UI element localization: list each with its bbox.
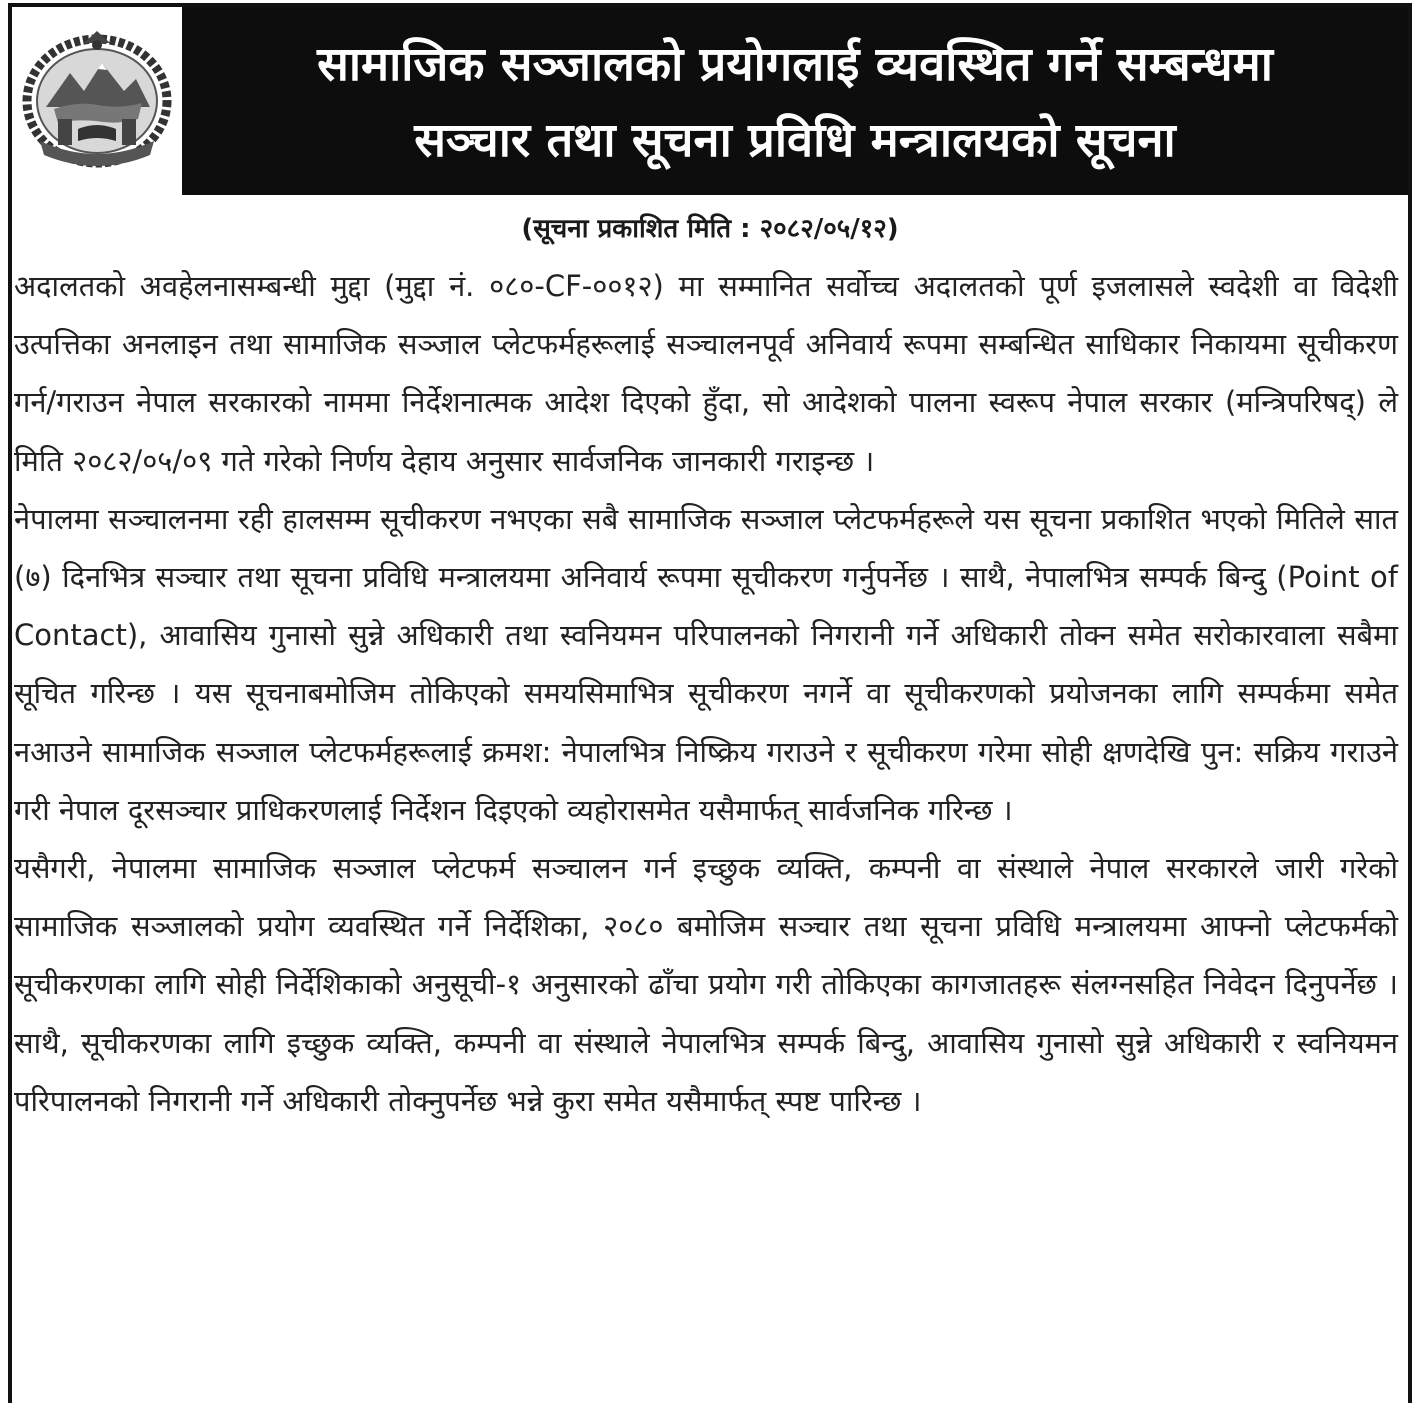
publication-date: (सूचना प्रकाशित मिति : २०८२/०५/१२) [521, 214, 899, 244]
body-paragraph-1: अदालतको अवहेलनासम्बन्धी मुद्दा (मुद्दा नं. ०८०-CF-००१२) मा सम्मानित सर्वोच्च अदालतको पूर्ण इजलासले स्वदेशी वा विदेशी उत्पत्तिका अनलाइन तथा सामाजिक सञ्जाल प्लेटफर्महरूलाई सञ्चालनपूर्व अनिवार्य रूपमा सम्बन्धित साधिकार निकायमा सूचीकरण गर्न/गराउन नेपाल सरकारको नाममा निर्देशनात्मक आदेश दिएको हुँदा, सो आदेशको पालना स्वरूप नेपाल सरकार (मन्त्रिपरिषद्) ले मिति २०८२/०५/०९ गते गरेको निर्णय देहाय अनुसार सार्वजनिक जानकारी गराइन्छ । [14, 269, 1398, 478]
notice-header [12, 7, 1408, 199]
notice-title-line1: सामाजिक सञ्जालको प्रयोगलाई व्यवस्थित गर्ने सम्बन्धमा [317, 37, 1273, 92]
emblem-area [12, 7, 182, 199]
notice-document [8, 3, 1412, 1403]
nepal-government-emblem-icon [18, 29, 176, 171]
notice-title-banner [182, 7, 1408, 195]
body-paragraph-3: यसैगरी, नेपालमा सामाजिक सञ्जाल प्लेटफर्म सञ्चालन गर्न इच्छुक व्यक्ति, कम्पनी वा संस्थाले नेपाल सरकारले जारी गरेको सामाजिक सञ्जालको प्रयोग व्यवस्थित गर्ने निर्देशिका, २०८० बमोजिम सञ्चार तथा सूचना प्रविधि मन्त्रालयमा आफ्नो प्लेटफर्मको सूचीकरणका लागि सोही निर्देशिकाको अनुसूची-१ अनुसारको ढाँचा प्रयोग गरी तोकिएका कागजातहरू संलग्नसहित निवेदन दिनुपर्नेछ । साथै, सूचीकरणका लागि इच्छुक व्यक्ति, कम्पनी वा संस्थाले नेपालभित्र सम्पर्क बिन्दु, आवासिय गुनासो सुन्ने अधिकारी र स्वनियमन परिपालनको निगरानी गर्ने अधिकारी तोक्नुपर्नेछ भन्ने कुरा समेत यसैमार्फत् स्पष्ट पारिन्छ । [14, 851, 1398, 1118]
notice-title-line2: सञ्चार तथा सूचना प्रविधि मन्त्रालयको सूचना [414, 113, 1176, 168]
body-paragraph-2: नेपालमा सञ्चालनमा रही हालसम्म सूचीकरण नभएका सबै सामाजिक सञ्जाल प्लेटफर्महरूले यस सूचना प्रकाशित भएको मितिले सात (७) दिनभित्र सञ्चार तथा सूचना प्रविधि मन्त्रालयमा अनिवार्य रूपमा सूचीकरण गर्नुपर्नेछ । साथै, नेपालभित्र सम्पर्क बिन्दु (Point of Contact), आवासिय गुनासो सुन्ने अधिकारी तथा स्वनियमन परिपालनको निगरानी गर्ने अधिकारी तोक्न समेत सरोकारवाला सबैमा सूचित गरिन्छ । यस सूचनाबमोजिम तोकिएको समयसिमाभित्र सूचीकरण नगर्ने वा सूचीकरणको प्रयोजनका लागि सम्पर्कमा समेत नआउने सामाजिक सञ्जाल प्लेटफर्महरूलाई क्रमश: नेपालभित्र निष्क्रिय गराउने र सूचीकरण गरेमा सोही क्षणदेखि पुन: सक्रिय गराउने गरी नेपाल दूरसञ्चार प्राधिकरणलाई निर्देशन दिइएको व्यहोरासमेत यसैमार्फत् सार्वजनिक गरिन्छ । [14, 501, 1398, 827]
notice-body [14, 257, 1398, 1130]
